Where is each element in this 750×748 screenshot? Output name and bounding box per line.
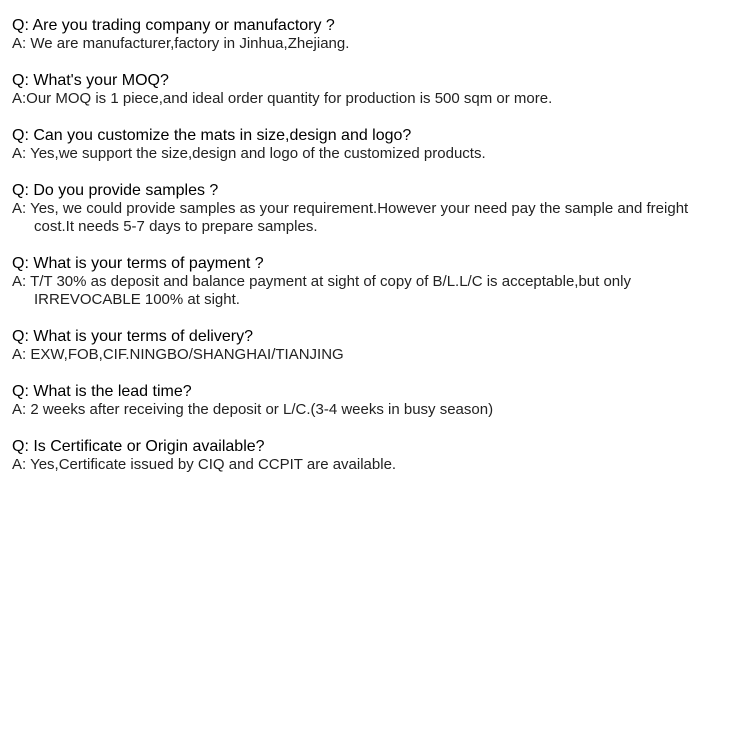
- faq-question: Q: Do you provide samples ?: [12, 182, 219, 199]
- faq-question: Q: What is the lead time?: [12, 383, 192, 400]
- faq-answer: [12, 346, 746, 364]
- faq-item-certificate: [12, 437, 746, 474]
- faq-answer-line: A: Yes, we could provide samples as your requirement.However your need pay the sample and freight: [12, 200, 689, 217]
- faq-answer-line: A: EXW,FOB,CIF.NINGBO/SHANGHAI/TIANJING: [12, 346, 344, 363]
- faq-answer-line-continued: cost.It needs 5-7 days to prepare samples.: [34, 218, 318, 235]
- faq-answer-line: A: Yes,we support the size,design and logo of the customized products.: [12, 145, 486, 162]
- faq-answer-line: A: Yes,Certificate issued by CIQ and CCPIT are available.: [12, 456, 397, 473]
- faq-item-samples: [12, 181, 746, 236]
- faq-answer-line-continued: IRREVOCABLE 100% at sight.: [34, 291, 240, 308]
- faq-item-lead-time: [12, 382, 746, 419]
- faq-item-moq: [12, 71, 746, 108]
- faq-question: Q: Can you customize the mats in size,design and logo?: [12, 127, 412, 144]
- faq-answer: [12, 35, 746, 53]
- faq-list: [12, 16, 746, 492]
- faq-answer-line: A:Our MOQ is 1 piece,and ideal order quantity for production is 500 sqm or more.: [12, 90, 553, 107]
- faq-answer: [12, 273, 746, 309]
- faq-item-payment-terms: [12, 254, 746, 309]
- faq-answer-line: A: T/T 30% as deposit and balance payment at sight of copy of B/L.L/C is acceptable,but only: [12, 273, 631, 290]
- faq-item-company-type: [12, 16, 746, 53]
- faq-answer: [12, 145, 746, 163]
- faq-question: Q: What is your terms of payment ?: [12, 255, 264, 272]
- faq-question: Q: What is your terms of delivery?: [12, 328, 253, 345]
- faq-answer-line: A: 2 weeks after receiving the deposit or L/C.(3-4 weeks in busy season): [12, 401, 494, 418]
- faq-answer: [12, 401, 746, 419]
- faq-item-delivery-terms: [12, 327, 746, 364]
- faq-answer: [12, 456, 746, 474]
- faq-question: Q: Are you trading company or manufactory ?: [12, 17, 335, 34]
- faq-question: Q: Is Certificate or Origin available?: [12, 438, 265, 455]
- faq-answer: [12, 90, 746, 108]
- faq-item-customize: [12, 126, 746, 163]
- faq-answer-line: A: We are manufacturer,factory in Jinhua,Zhejiang.: [12, 35, 350, 52]
- faq-question: Q: What's your MOQ?: [12, 72, 169, 89]
- faq-answer: [12, 200, 746, 236]
